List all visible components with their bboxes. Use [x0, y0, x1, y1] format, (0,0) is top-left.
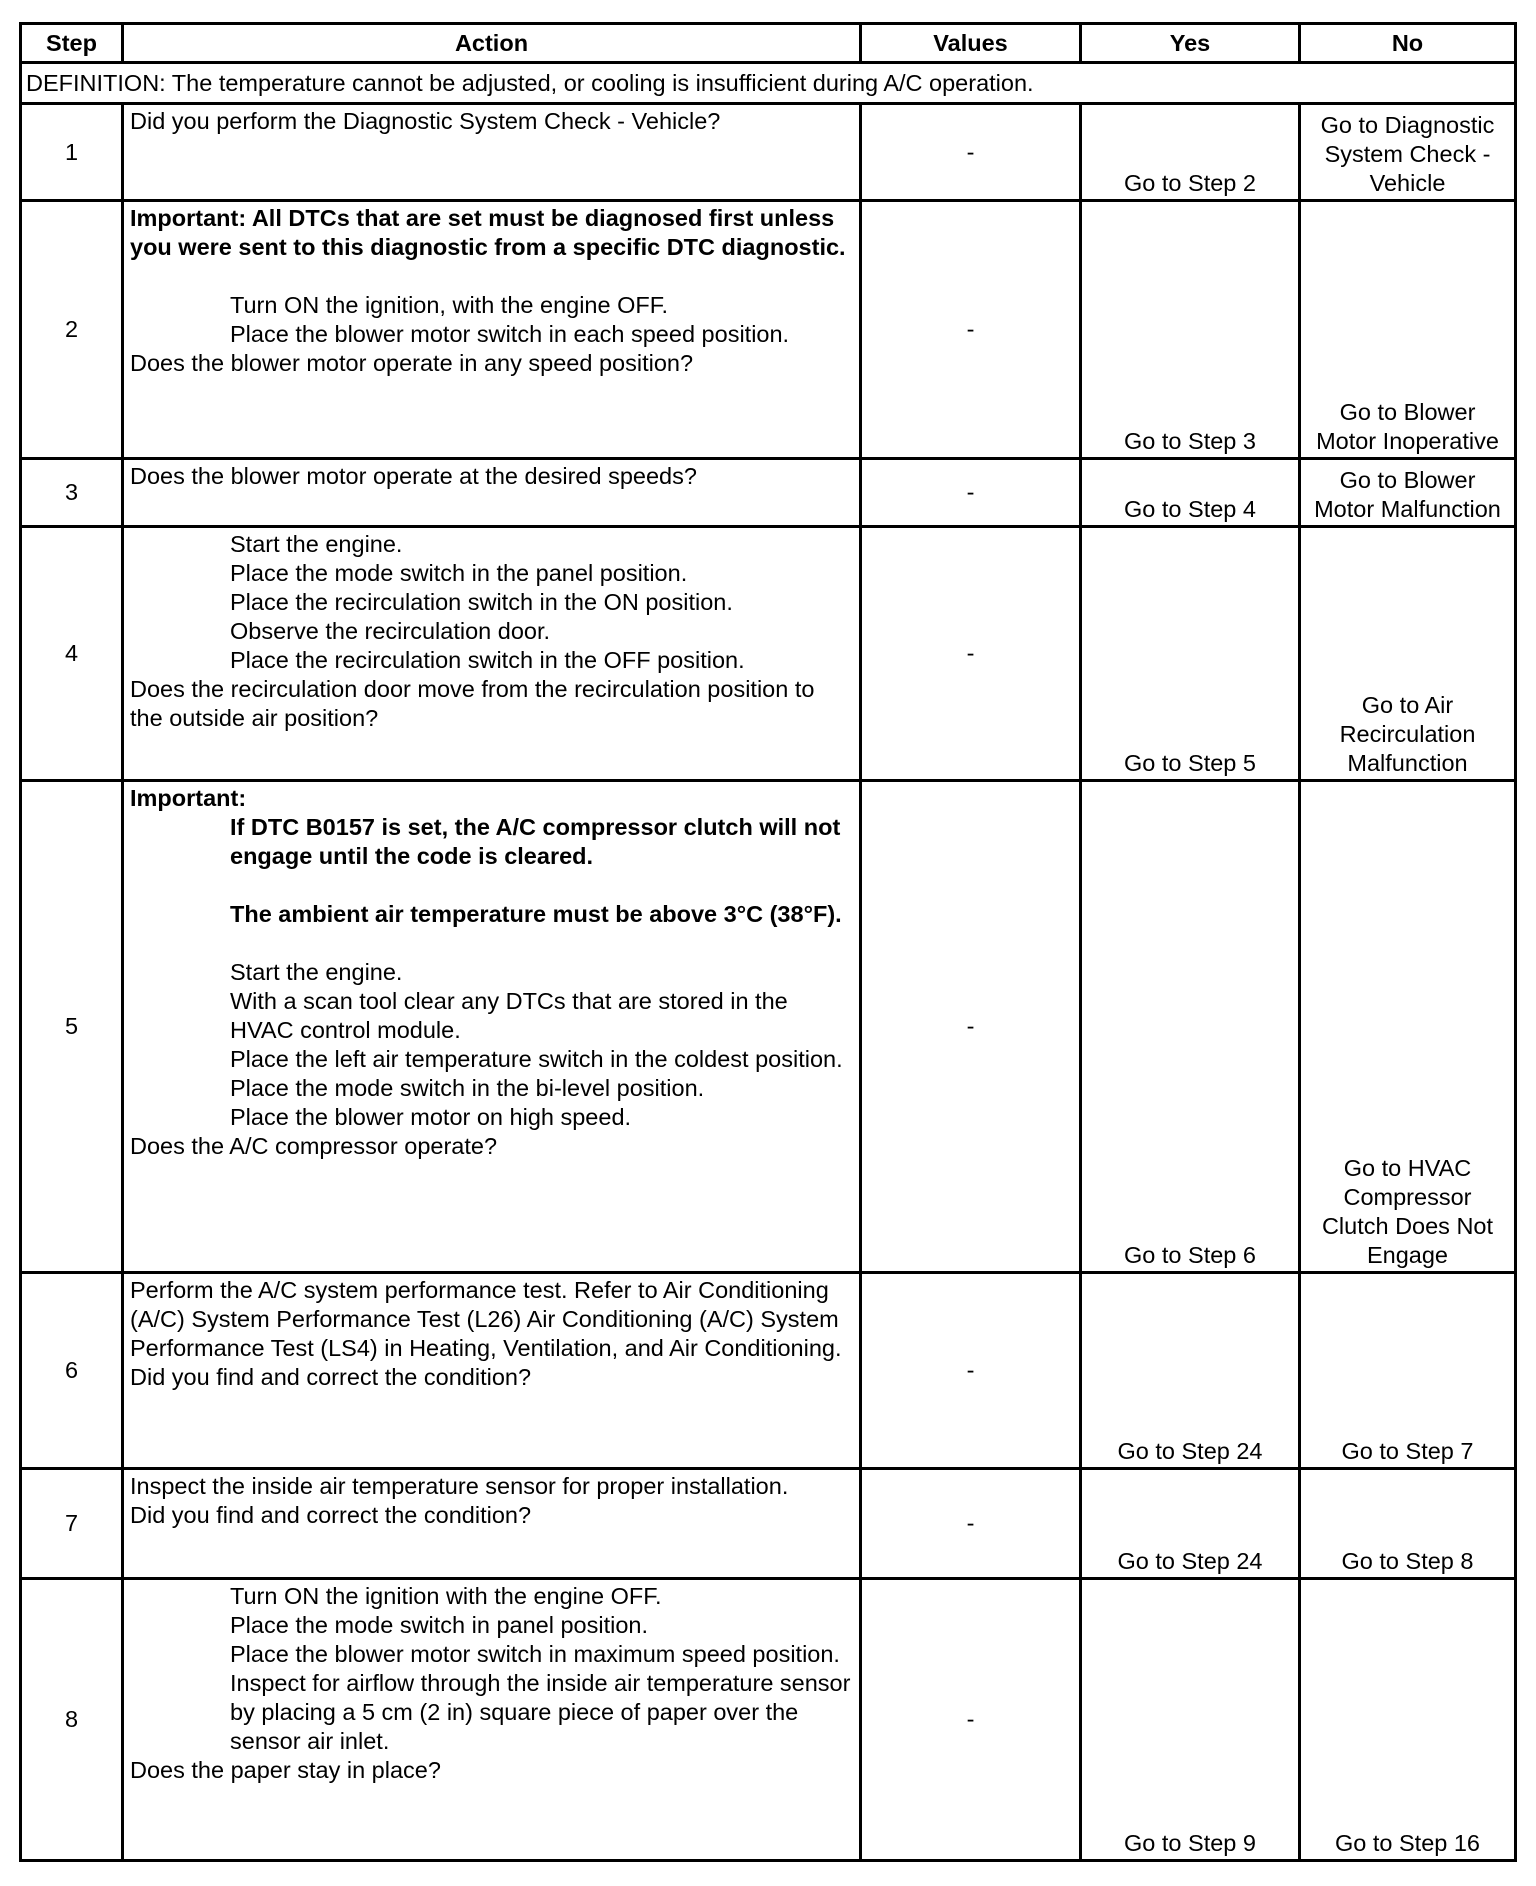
instruction-item: Place the left air temperature switch in the coldest position.	[230, 1046, 843, 1072]
definition-row	[21, 63, 1516, 104]
important-note: The ambient air temperature must be above 3°C (38°F).	[230, 901, 842, 927]
question-text: Did you perform the Diagnostic System Check - Vehicle?	[130, 108, 721, 134]
question-text: Did you find and correct the condition?	[130, 1364, 532, 1390]
value-cell: -	[861, 459, 1081, 527]
action-cell	[123, 1273, 861, 1469]
no-cell: Go to Air Recirculation Malfunction	[1300, 527, 1516, 781]
instruction-item: Observe the recirculation door.	[230, 618, 551, 644]
instruction-item: Place the blower motor switch in maximum speed position.	[230, 1641, 840, 1667]
important-note: If DTC B0157 is set, the A/C compressor clutch will not engage until the code is cleared.	[230, 814, 841, 869]
no-cell: Go to Blower Motor Malfunction	[1300, 459, 1516, 527]
action-cell	[123, 1469, 861, 1579]
table-row	[21, 527, 1516, 781]
instruction-item: Start the engine.	[230, 959, 403, 985]
instruction-item: Place the mode switch in the panel position.	[230, 560, 688, 586]
question-text: Does the blower motor operate at the desired speeds?	[130, 463, 697, 489]
yes-cell: Go to Step 24	[1081, 1273, 1300, 1469]
value-cell: -	[861, 104, 1081, 201]
question-text: Does the A/C compressor operate?	[130, 1133, 498, 1159]
step-number: 7	[21, 1469, 123, 1579]
table-row	[21, 104, 1516, 201]
action-cell	[123, 459, 861, 527]
important-label: Important:	[130, 785, 247, 811]
action-cell	[123, 201, 861, 459]
header-no: No	[1300, 24, 1516, 63]
table-row	[21, 1579, 1516, 1861]
instruction-item: Turn ON the ignition with the engine OFF.	[230, 1583, 662, 1609]
header-yes: Yes	[1081, 24, 1300, 63]
value-cell: -	[861, 1273, 1081, 1469]
header-action: Action	[123, 24, 861, 63]
question-text: Does the recirculation door move from the recirculation position to the outside air position?	[130, 676, 815, 731]
instruction-item: With a scan tool clear any DTCs that are stored in the HVAC control module.	[230, 988, 788, 1043]
instruction-item: Inspect for airflow through the inside air temperature sensor by placing a 5 cm (2 in) square piece of paper over the sensor air inlet.	[230, 1670, 851, 1754]
yes-cell: Go to Step 3	[1081, 201, 1300, 459]
action-cell	[123, 104, 861, 201]
table-row	[21, 201, 1516, 459]
question-text: Does the paper stay in place?	[130, 1757, 441, 1783]
value-cell: -	[861, 781, 1081, 1273]
instruction-item: Place the mode switch in the bi-level position.	[230, 1075, 705, 1101]
instruction-item: Place the mode switch in panel position.	[230, 1612, 649, 1638]
no-cell: Go to Step 8	[1300, 1469, 1516, 1579]
table-row	[21, 1273, 1516, 1469]
table-row	[21, 1469, 1516, 1579]
instruction-item: Place the recirculation switch in the OFF position.	[230, 647, 745, 673]
step-number: 1	[21, 104, 123, 201]
question-text: Does the blower motor operate in any speed position?	[130, 350, 694, 376]
instruction-item: Place the recirculation switch in the ON position.	[230, 589, 733, 615]
action-text: Inspect the inside air temperature sensor for proper installation.	[130, 1473, 789, 1499]
yes-cell: Go to Step 5	[1081, 527, 1300, 781]
value-cell: -	[861, 1469, 1081, 1579]
diagnostic-table	[19, 22, 1517, 1862]
action-cell	[123, 781, 861, 1273]
instruction-item: Place the blower motor on high speed.	[230, 1104, 632, 1130]
no-cell: Go to HVAC Compressor Clutch Does Not Engage	[1300, 781, 1516, 1273]
value-cell: -	[861, 1579, 1081, 1861]
header-step: Step	[21, 24, 123, 63]
step-number: 6	[21, 1273, 123, 1469]
no-cell: Go to Diagnostic System Check - Vehicle	[1300, 104, 1516, 201]
step-number: 5	[21, 781, 123, 1273]
step-number: 8	[21, 1579, 123, 1861]
step-number: 2	[21, 201, 123, 459]
action-text: Perform the A/C system performance test. Refer to Air Conditioning (A/C) System Performance Test (L26) Air Conditioning (A/C) System Performance Test (LS4) in Heating, Ventilation, and Air Conditioning.	[130, 1277, 842, 1361]
header-row	[21, 24, 1516, 63]
step-number: 3	[21, 459, 123, 527]
question-text: Did you find and correct the condition?	[130, 1502, 532, 1528]
instruction-item: Place the blower motor switch in each speed position.	[230, 321, 790, 347]
no-cell: Go to Step 7	[1300, 1273, 1516, 1469]
instruction-item: Turn ON the ignition, with the engine OFF.	[230, 292, 669, 318]
yes-cell: Go to Step 4	[1081, 459, 1300, 527]
yes-cell: Go to Step 2	[1081, 104, 1300, 201]
action-cell	[123, 527, 861, 781]
table-row	[21, 781, 1516, 1273]
yes-cell: Go to Step 6	[1081, 781, 1300, 1273]
value-cell: -	[861, 527, 1081, 781]
no-cell: Go to Blower Motor Inoperative	[1300, 201, 1516, 459]
important-note: Important: All DTCs that are set must be diagnosed first unless you were sent to this diagnostic from a specific DTC diagnostic.	[130, 205, 846, 260]
value-cell: -	[861, 201, 1081, 459]
yes-cell: Go to Step 9	[1081, 1579, 1300, 1861]
step-number: 4	[21, 527, 123, 781]
header-values: Values	[861, 24, 1081, 63]
instruction-item: Start the engine.	[230, 531, 403, 557]
yes-cell: Go to Step 24	[1081, 1469, 1300, 1579]
table-row	[21, 459, 1516, 527]
definition-text: DEFINITION: The temperature cannot be adjusted, or cooling is insufficient during A/C operation.	[21, 63, 1516, 104]
action-cell	[123, 1579, 861, 1861]
no-cell: Go to Step 16	[1300, 1579, 1516, 1861]
